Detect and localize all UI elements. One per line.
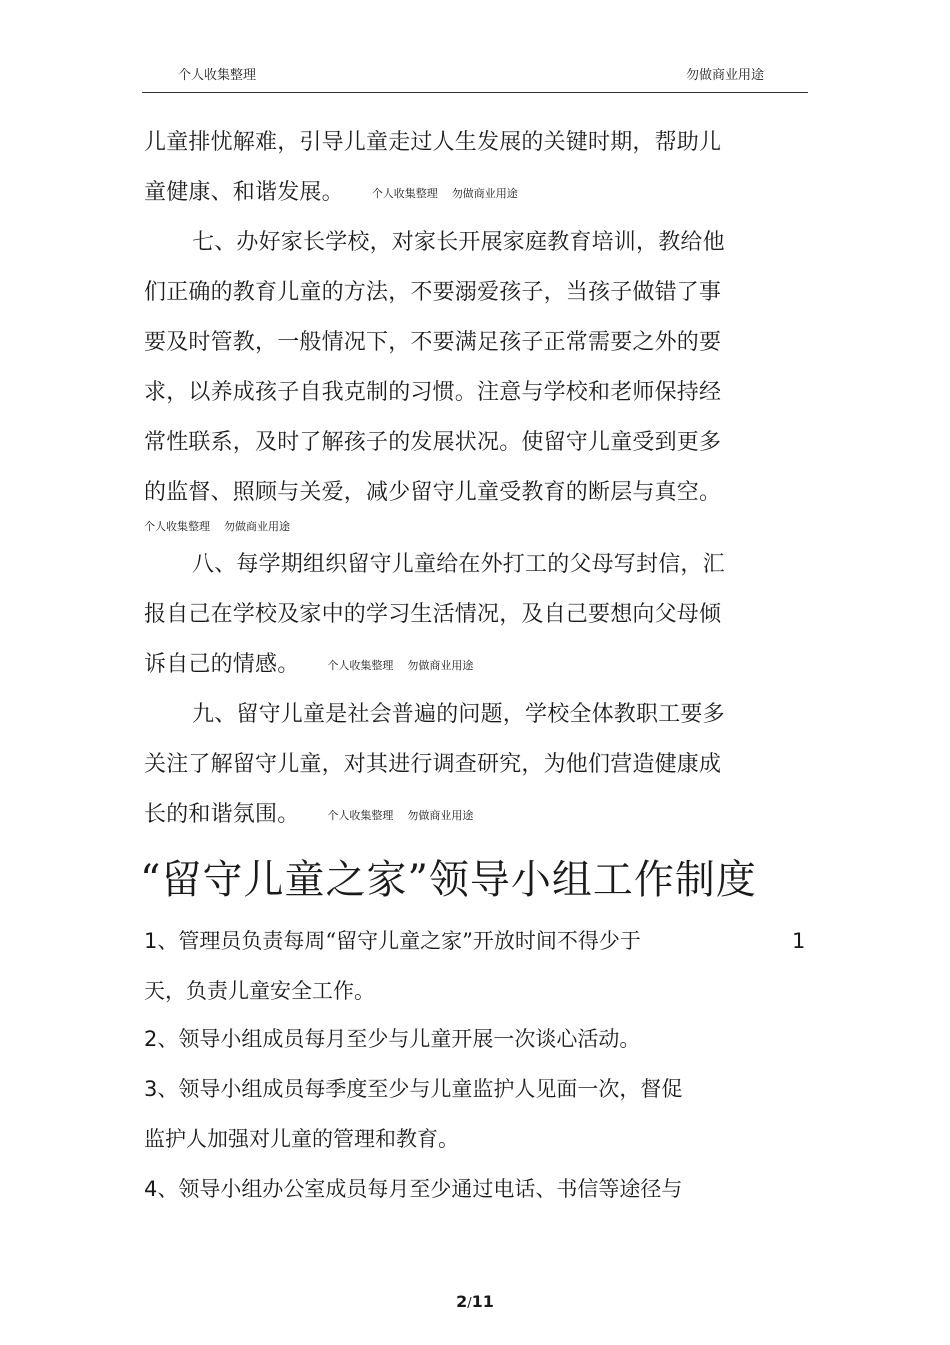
paragraph-line: 们正确的教育儿童的方法，不要溺爱孩子，当孩子做错了事: [144, 280, 722, 305]
item-text: 监护人加强对儿童的管理和教育。: [144, 1127, 459, 1151]
watermark-note: [327, 809, 473, 822]
note-right: 勿做商业用途: [407, 809, 474, 822]
page-separator: /: [467, 1296, 472, 1311]
page-header: [142, 66, 808, 93]
section-title: “留守儿童之家”领导小组工作制度: [140, 857, 757, 903]
item-number: 1: [144, 929, 158, 953]
paragraph-text: 诉自己的情感。: [144, 652, 300, 677]
list-item: [144, 926, 641, 956]
item-number: 3: [144, 1077, 158, 1101]
note-left: 个人收集整理: [144, 520, 210, 533]
note-right: 勿做商业用途: [407, 659, 474, 672]
item-text: 、领导小组成员每季度至少与儿童监护人见面一次，督促: [157, 1077, 683, 1101]
note-left: 个人收集整理: [327, 659, 394, 672]
watermark-note: [327, 659, 473, 672]
note-right: 勿做商业用途: [451, 187, 518, 200]
paragraph-line: 的监督、照顾与关爱，减少留守儿童受教育的断层与真空。: [144, 480, 722, 505]
list-item: [144, 1174, 682, 1204]
paragraph-line: [144, 178, 518, 209]
note-left: 个人收集整理: [371, 187, 438, 200]
paragraph-line: 常性联系，及时了解孩子的发展状况。使留守儿童受到更多: [144, 430, 722, 455]
watermark-note: [144, 519, 290, 535]
paragraph-line: [144, 800, 473, 831]
paragraph-line: 七、办好家长学校，对家长开展家庭教育培训，教给他: [192, 230, 725, 255]
page-current: 2: [456, 1292, 468, 1311]
page-number: [0, 1292, 950, 1311]
list-item: [144, 1024, 640, 1054]
paragraph-line: 求，以养成孩子自我克制的习惯。注意与学校和老师保持经: [144, 380, 722, 405]
item-text: 、管理员负责每周“留守儿童之家”开放时间不得少于: [157, 929, 641, 953]
paragraph-line: 儿童排忧解难，引导儿童走过人生发展的关键时期，帮助儿: [144, 130, 722, 155]
list-item-continuation: [144, 976, 375, 1006]
item-number: 2: [144, 1027, 158, 1051]
item-number: 4: [144, 1177, 158, 1201]
paragraph-line: 关注了解留守儿童，对其进行调查研究，为他们营造健康成: [144, 752, 722, 777]
paragraph-text: 童健康、和谐发展。: [144, 180, 344, 205]
paragraph-line: [144, 650, 473, 681]
item-text: 、领导小组成员每月至少与儿童开展一次谈心活动。: [157, 1027, 641, 1051]
paragraph-line: 八、每学期组织留守儿童给在外打工的父母写封信，汇: [192, 552, 725, 577]
note-left: 个人收集整理: [327, 809, 394, 822]
header-left-text: 个人收集整理: [178, 68, 257, 83]
paragraph-text: 长的和谐氛围。: [144, 802, 300, 827]
header-right-text: 勿做商业用途: [685, 68, 764, 83]
item-trailing-number: 1: [792, 929, 806, 953]
note-right: 勿做商业用途: [224, 520, 290, 533]
list-item: [144, 1074, 682, 1104]
page-total: 11: [471, 1292, 494, 1311]
list-item-continuation: [144, 1124, 459, 1154]
watermark-note: [372, 187, 518, 200]
paragraph-line: 要及时管教，一般情况下，不要满足孩子正常需要之外的要: [144, 330, 722, 355]
item-text: 天，负责儿童安全工作。: [144, 979, 375, 1003]
paragraph-line: 报自己在学校及家中的学习生活情况，及自己要想向父母倾: [144, 602, 722, 627]
item-text: 、领导小组办公室成员每月至少通过电话、书信等途径与: [157, 1177, 683, 1201]
paragraph-line: 九、留守儿童是社会普遍的问题，学校全体教职工要多: [192, 702, 725, 727]
